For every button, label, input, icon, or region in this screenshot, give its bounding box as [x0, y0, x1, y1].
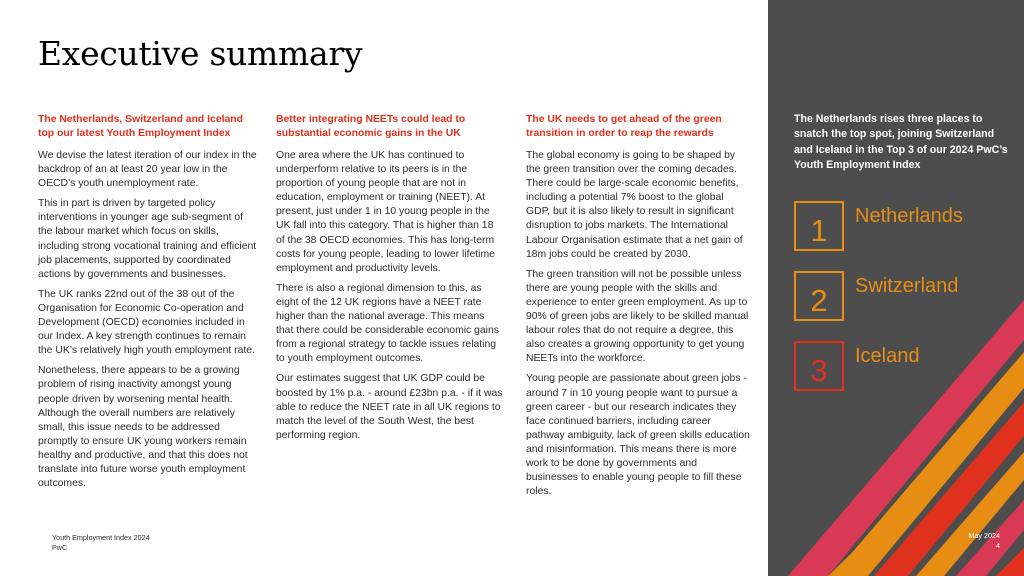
paragraph: There is also a regional dimension to this, as eight of the 12 UK regions have a NEET rate higher than the national average. This means that there could be considerable economic gains from a regional strategy to tackle issues relating to youth employment outcomes.: [276, 282, 499, 365]
rank-box-1: [794, 201, 844, 251]
paragraph: The global economy is going to be shaped by the green transition over the coming decades. There could be large-scale economic benefits, including a potential 7% boost to the global GDP, but it is also likely to result in significant disruption to jobs markets. The International Labour Organisation estimate that a net gain of 18m jobs could be created by 2030.: [526, 150, 743, 260]
column-green-transition: [526, 113, 750, 505]
column-neets: [276, 113, 504, 449]
rank-number: 2: [810, 283, 828, 318]
page-number: 4: [996, 541, 1000, 550]
column-heading: The UK needs to get ahead of the green transition in order to reap the rewards: [526, 114, 722, 139]
rank-country-iceland: Iceland: [855, 345, 920, 367]
paragraph: This in part is driven by targeted policy interventions in younger age sub-segment of the labour market which focus on skills, including strong vocational training and efficient job placements, supported by coordinated actions by governments and businesses.: [38, 198, 257, 280]
paragraph: One area where the UK has continued to underperform relative to its peers is in the proportion of young people that are not in education, employment or training (NEET). At present, just under 1 in 10 young people in the UK fall into this category. That is higher than 18 of the 38 OECD economies. This has long-term costs for young people, leading to lower lifetime employment and productivity levels.: [276, 150, 495, 274]
column-heading: Better integrating NEETs could lead to substantial economic gains in the UK: [276, 114, 466, 139]
paragraph: The UK ranks 22nd out of the 38 out of the Organisation for Economic Co-operation and Development (OECD) economies included in our Index. A key strength continues to remain the UK’s relatively high youth employment rate.: [38, 288, 255, 357]
paragraph: Our estimates suggest that UK GDP could be boosted by 1% p.a. - around £23bn p.a. - if it was able to reduce the NEET rate in all UK regions to match the level of the South West, the best performing region.: [276, 373, 503, 441]
rank-number: 3: [810, 353, 828, 388]
rank-country-switzerland: Switzerland: [855, 275, 959, 297]
paragraph: Nonetheless, there appears to be a growing problem of rising inactivity amongst young people driven by worsening mental health. Although the overall numbers are relatively small, this issue needs to be addressed promptly to ensure UK young workers remain healthy and productive, and that this does not translate into future worse youth employment outcomes.: [38, 365, 248, 490]
column-netherlands-top: [38, 113, 260, 497]
side-panel: [768, 0, 1024, 576]
side-panel-heading: The Netherlands rises three places to snatch the top spot, joining Switzerland and Iceland in the Top 3 of our 2024 PwC’s Youth Employment Index: [794, 113, 1008, 172]
footer-date: May 2024: [968, 531, 1000, 540]
footer-report-name: Youth Employment Index 2024: [52, 533, 150, 542]
rank-box-3: [794, 341, 844, 391]
rank-number: 1: [810, 213, 828, 248]
footer-left: [52, 533, 150, 553]
footer-right: [960, 531, 1000, 551]
rank-country-netherlands: Netherlands: [855, 205, 963, 227]
paragraph: Young people are passionate about green jobs - around 7 in 10 young people want to pursue a green career - but our research indicates they face continued barriers, including career pathway ambiguity, lack of green skills education and misinformation. This means there is more work to be done by governments and businesses to enable young people to fill these roles.: [526, 373, 750, 498]
footer-company: PwC: [52, 543, 68, 552]
column-heading: The Netherlands, Switzerland and Iceland top our latest Youth Employment Index: [38, 114, 243, 139]
paragraph: The green transition will not be possible unless there are young people with the skills and experience to enter green employment. As up to 90% of green jobs are likely to be skilled manual labour roles that do not require a degree, this also creates a growing opportunity to get young NEETs into the workforce.: [526, 268, 749, 365]
page-title: Executive summary: [38, 34, 363, 73]
rank-box-2: [794, 271, 844, 321]
paragraph: We devise the latest iteration of our index in the backdrop of an at least 20 year low in the OECD’s youth unemployment rate.: [38, 150, 257, 190]
